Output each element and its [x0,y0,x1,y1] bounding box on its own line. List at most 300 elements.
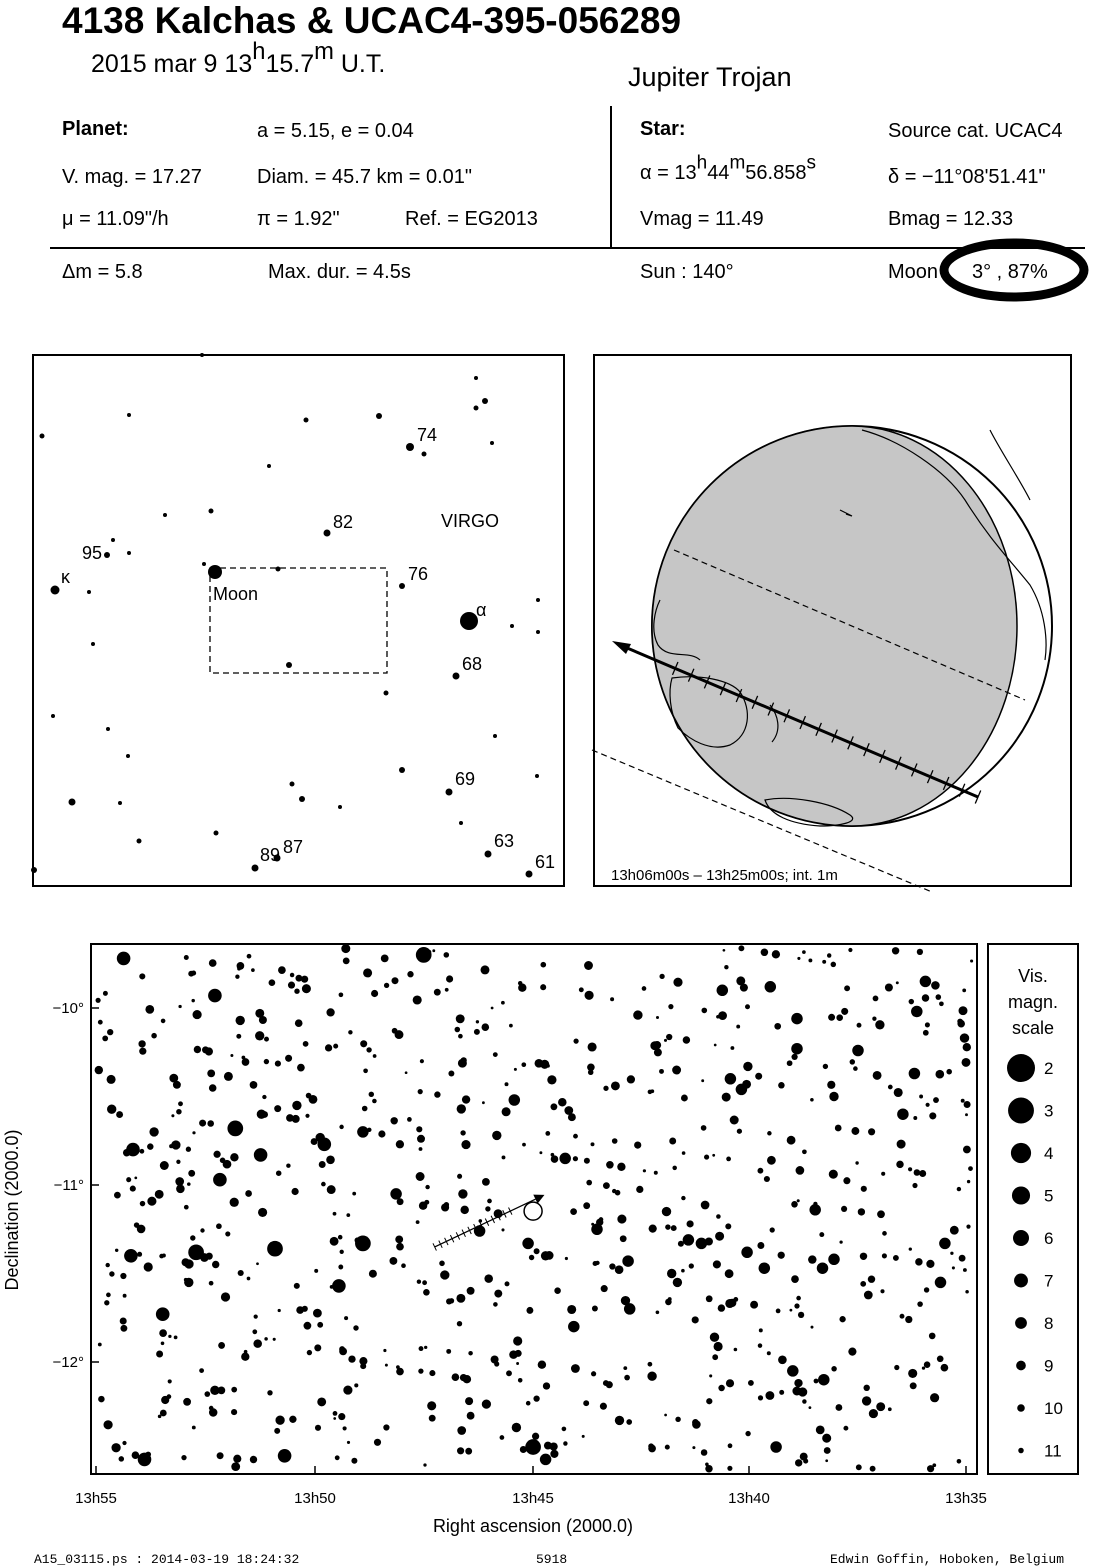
background-star [620,1235,627,1242]
background-star [250,1456,257,1463]
background-star [264,1059,269,1064]
background-star [373,1054,377,1058]
star-label: 69 [455,769,476,789]
background-star [339,1346,345,1352]
ra-seconds: 56.858 [745,162,807,184]
star-label: 95 [82,543,103,563]
background-star [374,1439,381,1446]
background-star [295,1019,303,1027]
background-star [162,1254,166,1258]
chart-star [278,1449,292,1463]
background-star [457,1426,466,1435]
background-star [461,1057,467,1063]
page-title: 4138 Kalchas & UCAC4-395-056289 [62,0,682,41]
background-star [416,1126,422,1132]
chart-star [522,1238,534,1250]
background-star [606,1161,614,1169]
event-minutes: 15.7 [265,50,315,78]
background-star [147,1197,156,1206]
finder-star [290,782,295,787]
background-star [829,1170,838,1179]
background-star [681,1095,688,1102]
background-star [354,1383,358,1387]
chart-star [920,976,932,988]
background-star [104,1300,109,1305]
background-star [204,1391,210,1397]
background-star [439,1261,445,1267]
star-vmag: Vmag = 11.49 [640,208,764,230]
background-star [513,1336,522,1345]
background-star [192,1131,195,1134]
chart-star [759,1262,771,1274]
finder-frame [33,355,564,886]
finder-star [536,598,540,602]
magnitude-drop: Δm = 5.8 [62,261,143,283]
y-tick-label: −10° [52,1000,84,1017]
background-star [363,1068,368,1073]
background-star [369,1092,374,1097]
background-star [730,1116,739,1125]
finder-star [490,441,494,445]
background-star [169,1074,178,1083]
legend-mag-label: 8 [1044,1314,1054,1333]
background-star [841,1206,847,1212]
background-star [828,1014,835,1021]
background-star [550,1103,557,1110]
background-star [633,1010,642,1019]
background-star [502,1155,506,1159]
background-star [200,1228,204,1232]
background-star [314,1344,321,1351]
background-star [230,1198,239,1207]
background-star [123,1294,127,1298]
background-star [791,1275,799,1283]
background-star [325,1044,332,1051]
background-star [341,944,350,953]
background-star [558,1098,567,1107]
background-star [444,952,450,958]
background-star [868,1275,875,1282]
background-star [758,1395,763,1400]
background-star [726,1157,731,1162]
background-star [448,1071,454,1077]
background-star [338,1265,343,1270]
legend-title-line: scale [1011,1018,1055,1038]
chart-star [935,1277,947,1289]
finder-star [106,727,110,731]
background-star [650,1041,659,1050]
background-star [957,1019,963,1025]
background-star [303,1041,309,1047]
background-star [465,1397,473,1405]
background-star [446,975,453,982]
background-star [276,1170,282,1176]
background-star [205,1047,213,1055]
chart-star [615,1416,624,1425]
background-star [848,948,852,952]
background-star [656,1310,660,1314]
background-star [343,1426,347,1430]
background-star [359,1357,367,1365]
background-star [648,1443,654,1449]
background-star [545,1131,550,1136]
star-label: 74 [417,425,438,445]
chart-star [254,1148,268,1162]
background-star [584,961,593,970]
background-star [869,1409,878,1418]
background-star [423,1463,426,1466]
background-star [748,1380,754,1386]
finder-star [51,714,55,718]
background-star [413,995,422,1004]
background-star [701,1125,707,1131]
background-star [422,1280,427,1285]
background-star [156,1351,163,1358]
background-star [689,1263,694,1268]
finder-star [202,562,206,566]
background-star [573,1156,578,1161]
background-star [950,1252,953,1255]
background-star [319,1161,326,1168]
chart-star [591,1224,603,1236]
background-star [716,1015,720,1019]
background-star [158,1415,162,1419]
background-star [582,1435,585,1438]
background-star [174,1336,178,1340]
finder-star [376,413,382,419]
background-star [502,1107,511,1116]
background-star [649,1225,657,1233]
background-star [346,1213,350,1217]
background-star [713,1260,721,1268]
background-star [734,1348,738,1352]
background-star [933,1097,939,1103]
legend-dot [1018,1448,1024,1454]
chart-star [696,1238,708,1250]
background-star [776,1309,781,1314]
background-star [278,1309,281,1312]
background-star [968,1166,973,1171]
moon-highlight-ellipse [944,243,1084,297]
background-star [900,1314,905,1319]
background-star [767,1156,776,1165]
background-star [819,1232,824,1237]
chart-star [509,1094,521,1106]
legend-dot [1017,1404,1025,1412]
background-star [474,1029,480,1035]
background-star [772,950,780,958]
ra-second-unit: s [806,152,816,174]
chart-star [457,1104,466,1113]
background-star [139,1048,146,1055]
background-star [791,1054,797,1060]
background-star [681,1269,685,1273]
background-star [591,1371,596,1376]
background-star [178,1101,183,1106]
event-date: 2015 mar 9 13 [91,50,253,78]
background-star [187,1182,191,1186]
chart-star [208,989,222,1003]
background-star [107,1029,113,1035]
background-star [98,1020,103,1025]
background-star [540,962,546,968]
background-star [509,1024,513,1028]
legend-title-line: magn. [1007,992,1059,1012]
star-label: 89 [260,845,281,865]
max-duration: Max. dur. = 4.5s [268,261,411,283]
background-star [481,965,490,974]
background-star [171,1114,174,1117]
background-star [839,1240,842,1243]
background-star [317,1397,326,1406]
background-star [539,1151,542,1154]
background-star [612,1138,618,1144]
background-star [778,1252,785,1259]
chart-star [852,1045,864,1057]
background-star [119,1456,125,1462]
planet-reference: Ref. = EG2013 [405,208,538,230]
finder-star [51,586,60,595]
background-star [603,1182,610,1189]
background-star [808,1255,816,1263]
background-star [140,1149,145,1154]
finder-star [422,452,427,457]
finder-star [87,590,91,594]
background-star [199,1120,206,1127]
background-star [736,976,745,985]
background-star [798,1312,804,1318]
background-star [665,1445,670,1450]
finder-star [482,398,488,404]
background-star [330,1237,339,1246]
background-star [307,1350,312,1355]
background-star [526,1401,531,1406]
background-star [579,987,584,992]
background-star [207,1070,215,1078]
background-star [343,957,350,964]
background-star [925,1022,930,1027]
background-star [335,1455,340,1460]
background-star [120,1317,127,1324]
background-star [333,1044,338,1049]
background-star [905,1316,912,1323]
background-star [264,1337,268,1341]
background-star [718,1304,725,1311]
background-star [139,973,145,979]
background-star [457,1447,464,1454]
background-star [937,1355,944,1362]
finder-star [208,565,222,579]
background-star [825,1459,828,1462]
background-star [727,1466,732,1471]
background-star [168,1335,171,1338]
background-star [419,1346,424,1351]
background-star [247,1277,251,1281]
background-star [216,1223,222,1229]
background-star [787,1136,796,1145]
background-star [839,1316,845,1322]
background-star [95,1066,103,1074]
background-star [396,1243,404,1251]
background-star [767,1131,772,1136]
background-star [860,1253,867,1260]
background-star [962,989,966,993]
background-star [115,1249,118,1252]
finder-star [399,583,405,589]
background-star [372,1099,377,1104]
background-star [835,1125,842,1132]
chart-star [787,1365,799,1377]
background-star [461,1140,470,1149]
background-star [714,1342,723,1351]
background-star [494,1290,502,1298]
background-star [291,1188,298,1195]
legend-mag-label: 11 [1044,1441,1062,1461]
planet-heading: Planet: [62,118,129,140]
background-star [554,1287,561,1294]
background-star [509,1350,518,1359]
background-star [290,973,294,977]
background-star [155,1190,164,1199]
background-star [880,1289,884,1293]
background-star [122,1441,126,1445]
chart-star [525,1439,541,1455]
legend-dot [1015,1317,1027,1329]
background-star [420,1059,424,1063]
background-star [369,1270,377,1278]
background-star [212,1261,219,1268]
background-star [457,1174,462,1179]
background-star [810,1098,814,1102]
background-star [407,1117,412,1122]
background-star [725,1269,734,1278]
background-star [642,986,647,991]
background-star [407,971,413,977]
background-star [252,1329,257,1334]
background-star [140,1201,145,1206]
background-star [701,1449,708,1456]
background-star [665,1224,670,1229]
background-star [176,1185,185,1194]
background-star [242,1056,246,1060]
finder-star [459,821,463,825]
background-star [615,1265,624,1274]
background-star [882,1231,887,1236]
background-star [924,1287,929,1292]
chart-star [184,1278,193,1287]
finder-star [510,624,514,628]
background-star [417,1135,425,1143]
background-star [570,1208,577,1215]
background-star [505,1082,509,1086]
background-star [193,1010,202,1019]
background-star [923,1030,929,1036]
chart-star [458,1189,467,1198]
background-star [636,1186,643,1193]
background-star [130,1186,136,1192]
finder-star [485,851,492,858]
background-star [500,1435,505,1440]
background-star [863,1385,869,1391]
background-star [885,984,893,992]
background-star [111,1443,120,1452]
star-bmag: Bmag = 12.33 [888,208,1014,230]
background-star [609,1263,615,1269]
background-star [107,1105,116,1114]
background-star [843,1177,850,1184]
background-star [571,1364,580,1373]
background-star [343,1386,352,1395]
background-star [787,1060,793,1066]
background-star [795,1459,802,1466]
background-star [253,1339,262,1348]
background-star [192,1426,196,1430]
background-star [935,1070,944,1079]
background-star [583,1400,589,1406]
background-star [564,1106,573,1115]
background-star [767,1351,771,1355]
chart-star [725,1073,737,1085]
background-star [924,1361,931,1368]
chart-star [736,1084,748,1096]
background-star [378,1130,385,1137]
finder-chart [31,353,564,886]
finder-star [399,767,405,773]
background-star [909,999,914,1004]
background-star [449,1298,454,1303]
background-star [913,1116,917,1120]
background-star [395,1235,403,1243]
background-star [516,1362,519,1365]
background-star [705,1463,709,1467]
background-star [241,1353,249,1361]
background-star [392,977,399,984]
background-star [919,1095,923,1099]
background-star [547,1075,556,1084]
legend-mag-label: 3 [1044,1101,1054,1121]
background-star [188,1170,195,1177]
background-star [501,1228,504,1231]
background-star [718,1011,727,1020]
footer-author: Edwin Goffin, Hoboken, Belgium [830,1552,1065,1567]
star-label: κ [61,567,70,587]
background-star [484,1274,493,1283]
background-star [926,1260,934,1268]
background-star [841,1008,848,1015]
chart-star [492,1131,501,1140]
chart-star [741,1247,753,1259]
background-star [959,1255,966,1262]
background-star [794,1379,802,1387]
background-star [160,1161,169,1170]
background-star [800,1453,808,1461]
background-star [917,1301,923,1307]
background-star [221,1292,230,1301]
background-star [931,981,940,990]
background-star [718,1385,724,1391]
chart-star [292,1101,301,1110]
background-star [599,1217,604,1222]
planet-parallax: π = 1.92" [257,208,340,230]
background-star [648,1362,653,1367]
background-star [664,1414,667,1417]
background-star [617,1163,625,1171]
chart-star [156,1307,170,1321]
background-star [850,1059,855,1064]
background-star [603,1380,609,1386]
background-star [230,1153,238,1161]
background-star [758,1343,763,1348]
